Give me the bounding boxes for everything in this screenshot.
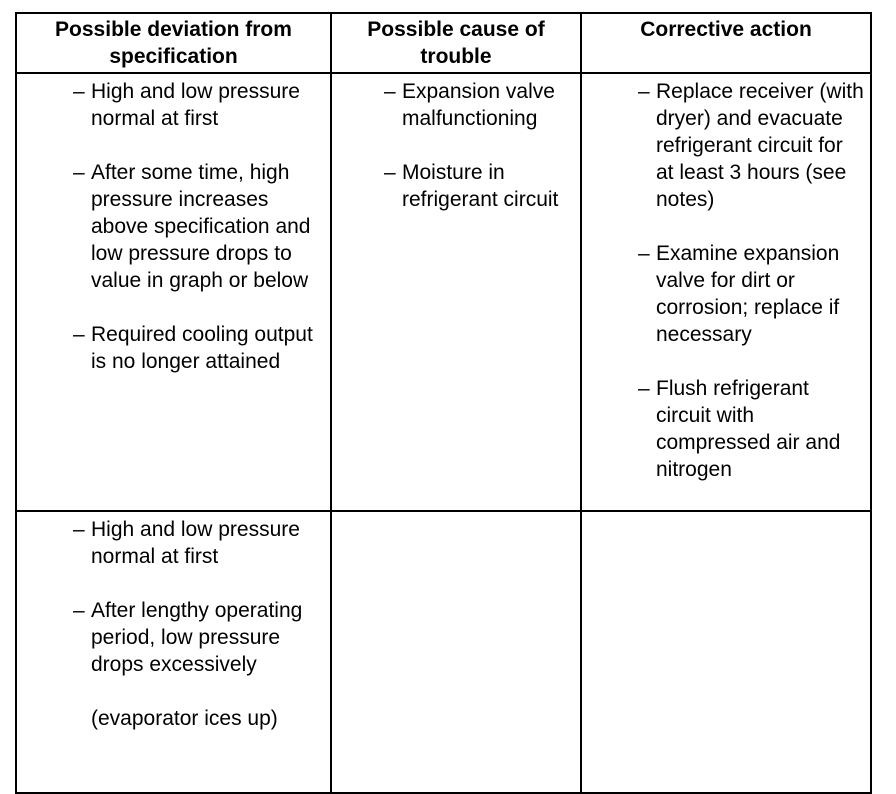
- dash-glyph: –: [638, 80, 650, 103]
- header-deviation: Possible deviation from specification: [16, 13, 331, 73]
- troubleshooting-table: [15, 12, 872, 794]
- action-list: [638, 78, 866, 483]
- list-item: [73, 516, 324, 570]
- deviation-cell: [16, 511, 331, 793]
- action-text: Examine expansion valve for dirt or corrosion; replace if necessary: [656, 242, 840, 346]
- header-row: [16, 13, 871, 73]
- dash-glyph: –: [73, 80, 85, 103]
- deviation-text: Required cooling output is no longer attained: [91, 323, 313, 373]
- dash-glyph: –: [73, 323, 85, 346]
- list-item: [73, 321, 324, 375]
- deviation-text: After lengthy operating period, low pressure drops excessively: [91, 599, 303, 676]
- action-text: Replace receiver (with dryer) and evacuate refrigerant circuit for at least 3 hours (see notes): [656, 80, 864, 211]
- action-text: Flush refrigerant circuit with compressed air and nitrogen: [656, 377, 841, 481]
- list-item: [638, 240, 866, 348]
- list-item: [384, 78, 576, 132]
- deviation-cell: [16, 73, 331, 511]
- deviation-text: High and low pressure normal at first: [91, 80, 300, 130]
- dash-glyph: –: [384, 80, 396, 103]
- dash-glyph: –: [638, 377, 650, 400]
- deviation-list: [73, 78, 324, 375]
- deviation-text: After some time, high pressure increases above specification and low pressure drops to value in graph or below: [91, 161, 311, 292]
- dash-glyph: –: [73, 161, 85, 184]
- dash-glyph: –: [73, 599, 85, 622]
- list-item: [638, 375, 866, 483]
- dash-glyph: –: [638, 242, 650, 265]
- table-row: [16, 73, 871, 511]
- deviation-text: High and low pressure normal at first: [91, 518, 300, 568]
- list-item: [73, 159, 324, 294]
- cause-text: Expansion valve malfunctioning: [402, 80, 555, 130]
- list-item: [638, 78, 866, 213]
- cause-cell-empty: [331, 511, 581, 793]
- deviation-note: (evaporator ices up): [91, 707, 278, 730]
- action-cell-empty: [581, 511, 871, 793]
- action-cell: [581, 73, 871, 511]
- cause-list: [384, 78, 576, 213]
- deviation-list: [73, 516, 324, 678]
- header-cause: Possible cause of trouble: [331, 13, 581, 73]
- cause-cell: [331, 73, 581, 511]
- header-action: Corrective action: [581, 13, 871, 73]
- list-item: [384, 159, 576, 213]
- dash-glyph: –: [73, 518, 85, 541]
- dash-glyph: –: [384, 161, 396, 184]
- cause-text: Moisture in refrigerant circuit: [402, 161, 559, 211]
- list-item: [73, 597, 324, 678]
- table-row: [16, 511, 871, 793]
- list-item: [73, 78, 324, 132]
